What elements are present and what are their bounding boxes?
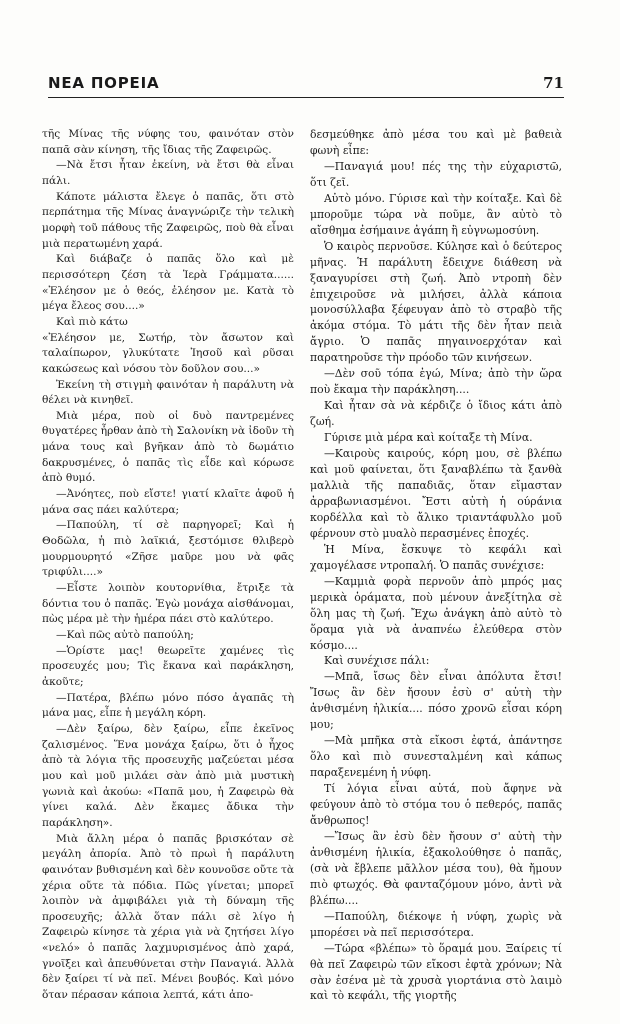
paragraph: Καὶ ἦταν σὰ νὰ κέρδιζε ὁ ἴδιος κάτι ἀπὸ ζωή. [310,399,562,429]
paragraph: —Ἴσως ἂν ἐσὺ δὲν ἤσουν σ' αὐτὴ τὴν ἀνθισμένη ἡλικία, ἐξακολούθησε ὁ παπᾶς, (σὰ νὰ ἔβλεπε μᾶλλον μέσα του), θὰ ἤμουν πιὸ φτωχός. Θὰ φανταζόμουν μόνο, ἀντὶ νὰ βλέπω.... [310,829,562,907]
paragraph: Μιὰ μέρα, ποὺ οἱ δυὸ παντρεμένες θυγατέρες ἦρθαν ἀπὸ τὴ Σαλονίκη νὰ ἰδοῦν τὴ μάνα τους καὶ βγῆκαν ἀπὸ τὸ δωμάτιο δακρυσμένες, ὁ παπᾶς τὶς εἶδε καὶ κόρωσε ἀπὸ θυμό. [42,409,294,485]
paragraph: —Τώρα «βλέπω» τὸ ὅραμά μου. Ξαίρεις τί θὰ πεῖ Ζαφειρὼ τῶν εἴκοσι ἐφτὰ χρόνων; Νὰ σὰν ἐσένα μὲ τὰ χρυσὰ γιορτάνια στὸ λαιμὸ καὶ τὸ κεφάλι, τῆς γιορτῆς [310,941,562,1003]
paragraph: —Παπούλη, διέκοψε ἡ νύφη, χωρὶς νὰ μπορέσει νὰ πεῖ περισσότερα. [310,909,562,939]
running-head [48,72,564,94]
paragraph: Γύρισε μιὰ μέρα καὶ κοίταξε τὴ Μίνα. [324,431,533,445]
paragraph: Καὶ συνέχισε πάλι: [324,654,430,668]
paragraph: —Παπούλη, τί σὲ παρηγορεῖ; Καὶ ἡ Θοδῶλα, ἡ πιὸ λαϊκιά, ξεστόμισε θλιβερὸ μουρμουρητό «Ζῆσε μαῦρε μου νὰ φᾶς τριφύλι....» [42,519,294,579]
paragraph: —Εἶστε λοιπὸν κουτορνίθια, ἔτριξε τὰ δόντια του ὁ παπᾶς. Ἐγὼ μονάχα αἰσθάνομαι, πὼς μέρα μὲ τὴν ἡμέρα πάει στὸ καλύτερο. [42,582,294,626]
paragraph: Κάποτε μάλιστα ἔλεγε ὁ παπᾶς, ὅτι στὸ περπάτημα τῆς Μίνας ἀναγνώριζε τὴν τελικὴ μορφὴ τοῦ πάθους τῆς Ζαφειρῶς, ποὺ θὰ εἶναι μιὰ περατωμένη χαρά. [42,190,294,250]
paragraph: Ἐκείνη τὴ στιγμὴ φαινόταν ἡ παράλυτη νὰ θέλει νὰ κινηθεῖ. [42,378,294,407]
journal-title: ΝΕΑ ΠΟΡΕΙΑ [48,74,160,92]
paragraph: —Δὲν ξαίρω, δὲν ξαίρω, εἶπε ἐκεῖνος ζαλισμένος. Ἕνα μονάχα ξαίρω, ὅτι ὁ ἦχος ἀπὸ τὰ λόγια τῆς προσευχῆς μαζεύεται μέσα μου καὶ μοῦ μιλάει σὰν ἀπὸ μιὰ μυστικὴ γωνιὰ καὶ ἀκούω: «Παπᾶ μου, ἡ Ζαφειρὼ θὰ γίνει καλά. Δὲν ἔκαμες ἄδικα τὴν παράκληση». [42,722,294,829]
left-text-column [42,127,294,1004]
paragraph: —Μὰ μπῆκα στὰ εἴκοσι ἐφτά, ἀπάντησε ὅλο καὶ πιὸ συνεσταλμένη καὶ κάπως παραξενεμένη ἡ νύφη. [310,734,562,780]
paragraph: Ὁ καιρὸς περνοῦσε. Κύλησε καὶ ὁ δεύτερος μῆνας. Ἡ παράλυτη ἔδειχνε διάθεση νὰ ξαναγυρίσει στὴ ζωή. Ἀπὸ ντροπὴ δὲν ἐπιχειροῦσε νὰ μιλήσει, ἀλλὰ κάποια μονοσύλλαβα ξέφευγαν ἀπὸ τὸ στραβὸ τῆς ἀκόμα στόμα. Τὸ μάτι τῆς δὲν ἦταν πειὰ ἄγριο. Ὁ παπᾶς πηγαινοερχόταν καὶ παρατηροῦσε τὴν πρόοδο τῶν κινήσεων. [310,239,562,365]
right-text-column [310,127,562,1004]
paragraph: —Καιροὺς καιρούς, κόρη μου, σὲ βλέπω καὶ μοῦ φαίνεται, ὅτι ξαναβλέπω τὰ ξανθὰ μαλλιὰ τῆς παπαδιᾶς, ὅταν εἴμασταν ἀρραβωνιασμένοι. Ἔστι αὐτὴ ἡ ούράνια κορδέλλα καὶ τὸ ἄλικο τριαντάφυλλο μοῦ φέρνουν στὸ μυαλὸ περασμένες ἐποχές. [310,447,562,540]
paragraph: —Καὶ πῶς αὐτὸ παπούλη; [56,629,194,641]
paragraph: Ἡ Μίνα, ἔσκυψε τὸ κεφάλι καὶ χαμογέλασε ντροπαλή. Ὁ παπᾶς συνέχισε: [310,542,562,572]
paragraph: Καὶ διάβαζε ὁ παπᾶς ὅλο καὶ μὲ περισσότερη ζέση τὰ Ἱερὰ Γράμματα...... «Ἐλέησον με ὁ θεός, ἐλέησον με. Κατὰ τὸ μέγα ἔλεος σου....» [42,253,294,313]
header-rule [48,97,564,98]
page-number: 71 [543,74,564,92]
paragraph: —Ὁρίστε μας! θεωρεῖτε χαμένες τὶς προσευχές μου; Τὶς ἔκανα καὶ παράκληση, ἀκοῦτε; [42,644,294,688]
paragraph: —Ἀνόητες, ποὺ εἴστε! γιατί κλαῖτε ἀφοῦ ἡ μάνα σας πάει καλύτερα; [42,488,294,516]
paragraph: τῆς Μίνας τῆς νύφης του, φαινόταν στὸν παπᾶ σὰν κίνηση, τῆς ἴδιας τῆς Ζαφειρῶς. [42,128,294,156]
paragraph: Αὐτὸ μόνο. Γύρισε καὶ τὴν κοίταξε. Καὶ δὲ μποροῦμε τώρα νὰ ποῦμε, ἂν αὐτὸ τὸ αἴσθημα ἐσήμαινε ἀγάπη ἢ εὐγνωμοσύνη. [310,191,562,237]
paragraph: —Νὰ ἔτσι ἦταν ἐκείνη, νὰ ἔτσι θὰ εἶναι πάλι. [42,159,294,187]
paragraph: Καὶ πιὸ κάτω [56,315,128,328]
paragraph: —Παναγιά μου! πές της τὴν εὐχαριστῶ, ὅτι ζεῖ. [310,159,562,189]
paragraph: δεσμεύθηκε ἀπὸ μέσα του καὶ μὲ βαθειὰ φωνὴ εἶπε: [310,128,562,157]
paragraph: Μιὰ ἄλλη μέρα ὁ παπᾶς βρισκόταν σὲ μεγάλη ἀπορία. Ἀπὸ τὸ πρωὶ ἡ παράλυτη φαινόταν βυθισμένη καὶ δὲν κουνοῦσε οὔτε τὰ χέρια οὔτε τὰ πόδια. Πῶς γίνεται; μπορεῖ λοιπὸν νὰ ἀμφιβάλει γιὰ τὴ δύναμη τῆς προσευχῆς; ἀλλὰ ὅταν πάλι σὲ λίγο ἡ Ζαφειρὼ κίνησε τὰ χέρια γιὰ νὰ ζητήσει λίγο «νελό» ὁ παπᾶς λαχμυρισμένος ἀπὸ χαρά, γνοῖξει καὶ ἀπευθύνεται στὴν Παναγιά. Ἀλλὰ δὲν ξαίρει τί νὰ πεῖ. Μένει βουβός. Καὶ μόνο ὅταν πέρασαν κάποια λεπτά, κάτι ἀπο- [42,832,294,1002]
paragraph: —Δὲν σοῦ τόπα ἐγώ, Μίνα; ἀπὸ τὴν ὥρα ποὺ ἔκαμα τὴν παράκληση.... [310,367,562,397]
paragraph: —Καμμιὰ φορὰ περνοῦν ἀπὸ μπρός μας μερικὰ ὁράματα, ποὺ μένουν ἀνεξίτηλα σὲ ὅλη μας τὴ ζωή. Ἔχω ἀνάγκη ἀπὸ αὐτὸ τὸ ὅραμα γιὰ νὰ ἀναπνέω ἐλεύθερα στὸν κόσμο.... [310,574,562,652]
paragraph: Τί λόγια εἶναι αὐτά, ποὺ ἄφηνε νὰ φεύγουν ἀπὸ τὸ στόμα του ὁ πεθερός, παπᾶς ἄνθρωπος! [310,782,562,827]
paragraph: —Πατέρα, βλέπω μόνο πόσο ἀγαπᾶς τὴ μάνα μας, εἶπε ἡ μεγάλη κόρη. [42,691,294,720]
paragraph: —Μπᾶ, ἴσως δὲν εἶναι ἀπόλυτα ἔτσι! Ἴσως ἂν δὲν ἤσουν ἐσὺ σ' αὐτὴ τὴν ἀνθισμένη ἡλικία.... πόσο χρονῶ εἶσαι κόρη μου; [310,670,562,732]
paragraph: «Ἐλέησον με, Σωτήρ, τὸν ἄσωτον καὶ ταλαίπωρον, γλυκύτατε Ἰησοῦ καὶ ρῦσαι κακώσεως καὶ νόσου τὸν δοῦλον σου...» [42,331,294,375]
